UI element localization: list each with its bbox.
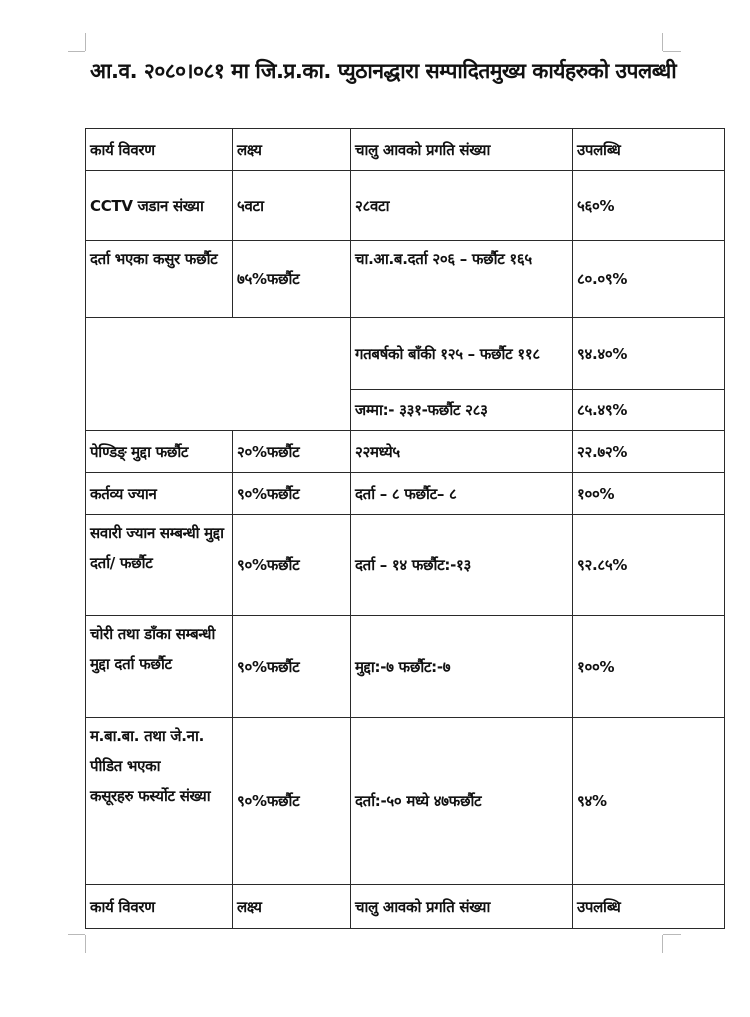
table-header-row xyxy=(86,129,725,171)
cell-achievement: ९४.४०% xyxy=(573,318,725,390)
crop-mark xyxy=(85,33,86,51)
cell-progress: २२मध्ये५ xyxy=(351,431,573,473)
table-row xyxy=(86,241,725,318)
cell-achievement: ८५.४९% xyxy=(573,390,725,431)
cell-progress: २८वटा xyxy=(351,171,573,241)
cell-achievement: २२.७२% xyxy=(573,431,725,473)
cell-achievement: १००% xyxy=(573,473,725,515)
crop-mark xyxy=(68,934,85,935)
table-row xyxy=(86,616,725,718)
cell-description: चोरी तथा डाँका सम्बन्धी मुद्दा दर्ता फर्छौट xyxy=(86,616,233,718)
cell-progress: चा.आ.ब.दर्ता २०६ – फर्छौट १६५ xyxy=(351,241,573,318)
cell-description-line: म.बा.बा. तथा जे.ना. पीडित भएका xyxy=(90,727,204,775)
cell-description: पेण्डिङ्‌ मुद्दा फर्छौट xyxy=(86,431,233,473)
footer-cell-description: कार्य विवरण xyxy=(86,885,233,929)
cell-description: दर्ता भएका कसुर फर्छौट xyxy=(86,241,233,318)
cell-achievement: ९४% xyxy=(573,718,725,885)
cell-target: ५वटा xyxy=(233,171,351,241)
cell-target: ९०%फर्छौट xyxy=(233,473,351,515)
cell-empty-merged xyxy=(86,318,351,431)
table-row xyxy=(86,515,725,616)
cell-description: CCTV जडान संख्या xyxy=(86,171,233,241)
crop-mark xyxy=(662,935,663,953)
cell-achievement: ८०.०९% xyxy=(573,241,725,318)
cell-progress: जम्मा:- ३३१-फर्छौट २८३ xyxy=(351,390,573,431)
cell-description-line: कसूरहरु फर्स्योट संख्या xyxy=(90,787,211,805)
footer-cell-progress: चालु आवको प्रगति संख्या xyxy=(351,885,573,929)
table-row xyxy=(86,718,725,885)
table-row xyxy=(86,318,725,390)
header-cell-description: कार्य विवरण xyxy=(86,129,233,171)
cell-target: ७५%फर्छौट xyxy=(233,241,351,318)
cell-target: ९०%फर्छौट xyxy=(233,515,351,616)
cell-progress: दर्ता – ८ फर्छौट– ८ xyxy=(351,473,573,515)
page-title: आ.व. २०८०।०८१ मा जि.प्र.का. प्युठानद्धारा सम्पादितमुख्य कार्यहरुको उपलब्धी xyxy=(90,59,677,83)
cell-progress: गतबर्षको बाँकी १२५ – फर्छौट ११८ xyxy=(351,318,573,390)
cell-description xyxy=(86,718,233,885)
cell-progress: दर्ता – १४ फर्छौट:-१३ xyxy=(351,515,573,616)
achievements-table xyxy=(85,128,725,929)
table-row xyxy=(86,431,725,473)
crop-mark xyxy=(68,51,85,52)
crop-mark xyxy=(662,33,663,51)
table-row xyxy=(86,171,725,241)
cell-description: कर्तव्य ज्यान xyxy=(86,473,233,515)
table-row xyxy=(86,473,725,515)
cell-achievement: ५६०% xyxy=(573,171,725,241)
crop-mark xyxy=(663,934,681,935)
cell-achievement: १००% xyxy=(573,616,725,718)
footer-cell-target: लक्ष्य xyxy=(233,885,351,929)
cell-target: ९०%फर्छौट xyxy=(233,616,351,718)
cell-target: २०%फर्छौट xyxy=(233,431,351,473)
header-cell-progress: चालु आवको प्रगति संख्या xyxy=(351,129,573,171)
crop-mark xyxy=(85,935,86,953)
header-cell-target: लक्ष्य xyxy=(233,129,351,171)
cell-achievement: ९२.८५% xyxy=(573,515,725,616)
header-cell-achievement: उपलब्धि xyxy=(573,129,725,171)
footer-cell-achievement: उपलब्धि xyxy=(573,885,725,929)
cell-description: सवारी ज्यान सम्बन्धी मुद्दा दर्ता/ फर्छौट xyxy=(86,515,233,616)
cell-target: ९०%फर्छौट xyxy=(233,718,351,885)
cell-progress: मुद्दा:-७ फर्छौट:-७ xyxy=(351,616,573,718)
table-footer-row xyxy=(86,885,725,929)
cell-progress: दर्ता:-५० मध्ये ४७फर्छौट xyxy=(351,718,573,885)
